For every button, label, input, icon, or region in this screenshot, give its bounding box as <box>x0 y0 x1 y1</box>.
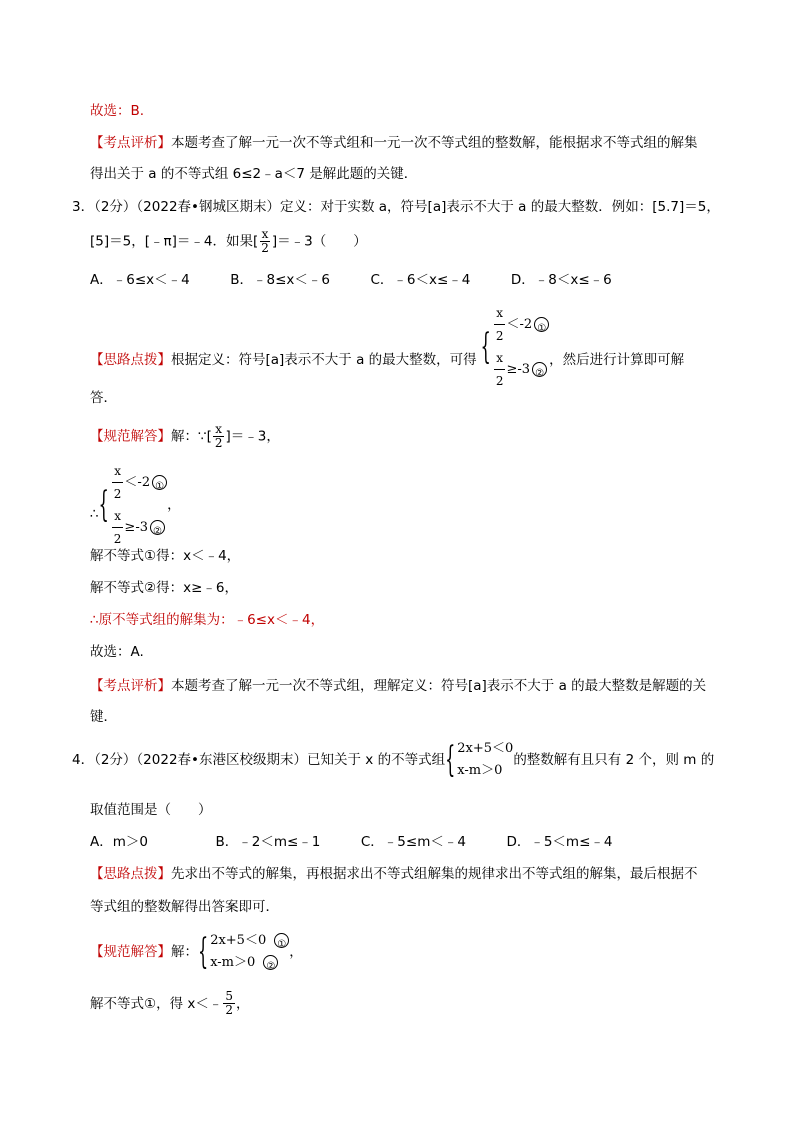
hint-tail: ，然后进行计算即可解 <box>549 352 685 368</box>
frac-den: 2 <box>113 532 122 546</box>
evaluation-end: 键． <box>90 709 117 725</box>
row-2-ineq: ≥-3 <box>506 362 531 377</box>
q4-row-2: x-m＞0 <box>457 763 503 778</box>
evaluation-line <box>90 133 698 153</box>
fraction-x-over-2 <box>213 423 225 450</box>
system-rows <box>493 302 549 392</box>
hint-text: 根据定义：符号[a]表示不大于 a 的最大整数，可得 <box>171 352 477 368</box>
left-brace-icon: { <box>445 738 456 780</box>
inequality-system <box>481 302 550 392</box>
evaluation-text: 本题考查了解一元一次不等式组和一元一次不等式组的整数解，能根据求不等式组的解集 <box>171 135 698 151</box>
solve-line-2: 解不等式②得：x≥﹣6， <box>90 580 238 596</box>
comma: ， <box>167 497 181 513</box>
hint-line <box>90 302 684 392</box>
evaluation-continued: 得出关于 a 的不等式组 6≤2﹣a＜7 是解此题的关键． <box>90 166 418 182</box>
evaluation-line-2 <box>90 676 706 696</box>
fraction-x-over-2 <box>259 228 271 255</box>
frac-num: x <box>215 422 223 436</box>
therefore-system <box>90 460 181 550</box>
system-rows <box>210 930 289 974</box>
circled-one: ① <box>274 933 289 948</box>
frac-num: x <box>494 302 505 325</box>
frac-den: 2 <box>495 374 504 388</box>
frac-num: x <box>112 460 123 483</box>
frac-num: x <box>261 227 269 241</box>
hint-end: 答． <box>90 390 117 406</box>
question-3-line-1: 3．（2分）（2022春•钢城区期末）定义：对于实数 a，符号[a]表示不大于 a 的最大整数．例如：[5.7]＝5， <box>72 199 720 215</box>
solution-4-line <box>90 930 303 974</box>
q3-text-b: ]＝﹣3（ ） <box>271 233 367 250</box>
question-4-line-1 <box>72 738 714 782</box>
left-brace-icon: { <box>98 483 109 525</box>
frac-num: 5 <box>225 989 234 1003</box>
frac-den: 2 <box>225 1003 234 1017</box>
solve-4-text: 解不等式①，得 x＜﹣ <box>90 995 223 1012</box>
frac-den: 2 <box>261 241 269 255</box>
hint-tag: 【思路点拨】 <box>90 866 171 882</box>
solve-1-text: 解不等式①得：x＜﹣4， <box>90 548 241 564</box>
row-1-ineq: ＜-2 <box>124 475 151 490</box>
circled-two: ② <box>263 955 278 970</box>
solve-4-line <box>90 990 250 1017</box>
left-brace-icon: { <box>198 930 209 972</box>
frac-den: 2 <box>113 487 122 501</box>
evaluation-text: 本题考查了解一元一次不等式组，理解定义：符号[a]表示不大于 a 的最大整数是解题的关 <box>171 678 707 694</box>
q4-row-2: x-m＞0 <box>210 955 256 970</box>
therefore-symbol: ∴ <box>90 506 99 522</box>
comma: ， <box>289 944 303 960</box>
q4-text-a: 4．（2分）（2022春•东港区校级期末）已知关于 x 的不等式组 <box>72 752 446 768</box>
q4-row-1: 2x+5＜0 <box>210 933 267 948</box>
hint-4-end: 等式组的整数解得出答案即可． <box>90 899 279 915</box>
circled-one: ① <box>534 317 549 332</box>
q4-inequality-system <box>445 738 513 782</box>
system-rows <box>111 460 167 550</box>
left-brace-icon: { <box>480 325 491 367</box>
solution-line <box>90 423 280 450</box>
solution-tag: 【规范解答】 <box>90 428 171 445</box>
system-rows <box>457 738 513 782</box>
circled-two: ② <box>150 520 165 535</box>
q4-solution-system <box>198 930 289 974</box>
hint-tag: 【思路点拨】 <box>90 352 171 368</box>
frac-num: x <box>494 347 505 370</box>
question-3-options: A．﹣6≤x＜﹣4 B．﹣8≤x＜﹣6 C．﹣6＜x≤﹣4 D．﹣8＜x≤﹣6 <box>90 272 612 288</box>
solve-line-1 <box>90 546 240 566</box>
evaluation-tag: 【考点评析】 <box>90 678 171 694</box>
fraction-5-over-2 <box>223 990 235 1017</box>
circled-one: ① <box>152 475 167 490</box>
question-3-line-2 <box>90 228 367 255</box>
q4-text-b: 的整数解有且只有 2 个，则 m 的 <box>513 752 715 768</box>
q3-text-a: [5]＝5，[﹣π]＝﹣4．如果[ <box>90 233 259 250</box>
sol-text-a: 解：∵[ <box>171 428 212 445</box>
inequality-system <box>99 460 168 550</box>
circled-two: ② <box>532 362 547 377</box>
frac-num: x <box>112 505 123 528</box>
row-1-ineq: ＜-2 <box>506 317 533 332</box>
evaluation-tag: 【考点评析】 <box>90 135 171 151</box>
question-4-options: A．m＞0 B．﹣2＜m≤﹣1 C．﹣5≤m＜﹣4 D．﹣5＜m≤﹣4 <box>90 834 613 850</box>
question-4-line-2: 取值范围是（ ） <box>90 802 212 818</box>
solution-set: ∴原不等式组的解集为：﹣6≤x＜﹣4， <box>90 612 325 628</box>
answer-choice-a: 故选：A. <box>90 644 144 660</box>
sol-text-b: ]＝﹣3， <box>225 428 280 445</box>
solution-tag: 【规范解答】 <box>90 944 171 960</box>
hint-4-line <box>90 864 698 884</box>
frac-den: 2 <box>214 436 223 450</box>
answer-choice-b: 故选：B. <box>90 103 145 119</box>
frac-den: 2 <box>495 329 504 343</box>
comma: ， <box>236 995 250 1012</box>
hint-4-text: 先求出不等式的解集，再根据求出不等式组解集的规律求出不等式组的解集，最后根据不 <box>171 866 698 882</box>
row-2-ineq: ≥-3 <box>124 520 148 535</box>
q4-row-1: 2x+5＜0 <box>457 741 514 756</box>
sol4-text: 解： <box>171 944 198 960</box>
